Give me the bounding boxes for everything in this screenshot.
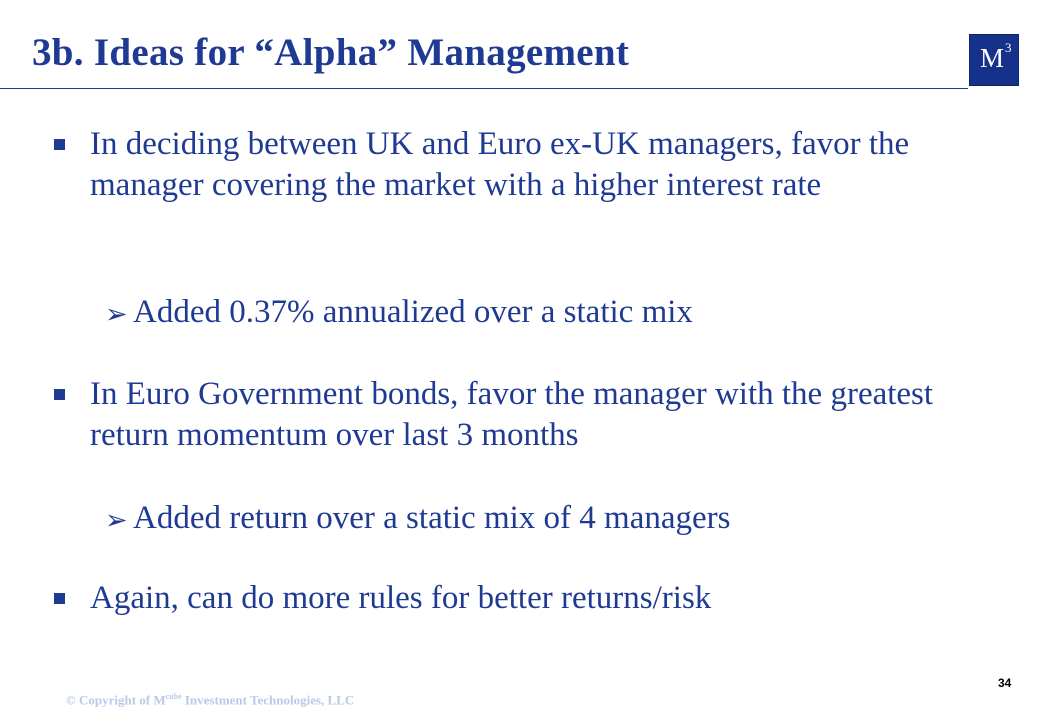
square-bullet-icon bbox=[54, 139, 65, 150]
page-number: 34 bbox=[998, 676, 1012, 690]
sub-bullet-text: Added return over a static mix of 4 managers bbox=[133, 500, 731, 536]
company-logo bbox=[969, 34, 1019, 86]
slide-title: 3b. Ideas for “Alpha” Management bbox=[32, 31, 630, 74]
square-bullet-icon bbox=[54, 593, 65, 604]
copyright-suffix: Investment Technologies, LLC bbox=[181, 692, 355, 708]
sub-bullet-text: Added 0.37% annualized over a static mix bbox=[133, 294, 693, 330]
arrow-bullet-icon: ➢ bbox=[105, 299, 128, 329]
logo-superscript: 3 bbox=[1005, 40, 1012, 55]
copyright-superscript: cube bbox=[165, 692, 182, 701]
bullet-text: Again, can do more rules for better returns/risk bbox=[90, 580, 712, 616]
bullet-text: In Euro Government bonds, favor the manager with the greatest return momentum over last 3 months bbox=[90, 376, 934, 453]
bullet-text: In deciding between UK and Euro ex-UK managers, favor the manager covering the market with a higher interest rate bbox=[90, 126, 910, 203]
title-divider bbox=[0, 88, 968, 89]
copyright-prefix: © Copyright of M bbox=[66, 692, 166, 708]
logo-letter: M bbox=[980, 43, 1005, 73]
copyright-notice bbox=[66, 692, 354, 708]
square-bullet-icon bbox=[54, 389, 65, 400]
arrow-bullet-icon: ➢ bbox=[105, 505, 128, 535]
